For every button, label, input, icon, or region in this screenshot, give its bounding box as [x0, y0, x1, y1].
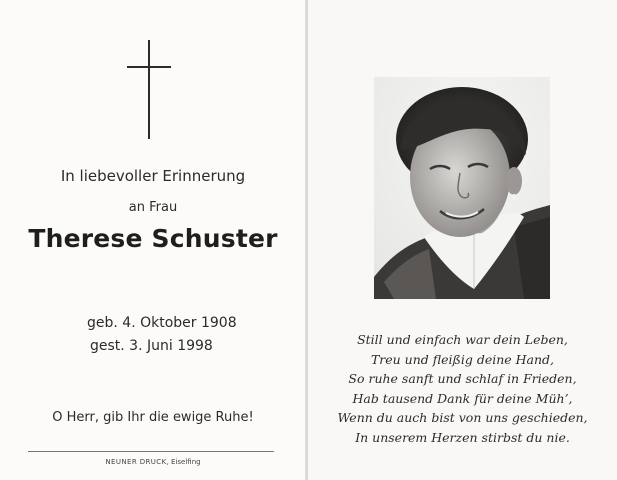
poem-line: Still und einfach war dein Leben, — [357, 332, 568, 347]
portrait-image — [374, 77, 550, 299]
memorial-poem — [308, 330, 617, 448]
printer-brand: NEUNER DRUCK — [105, 458, 167, 466]
poem-line: Treu und fleißig deine Hand, — [370, 351, 555, 367]
left-panel — [0, 0, 306, 480]
cross-icon-bar — [127, 66, 171, 68]
poem-line: Hab tausend Dank für deine Müh’, — [352, 390, 573, 406]
deceased-name: Therese Schuster — [28, 224, 278, 253]
poem-line: In unserem Herzen stirbst du nie. — [355, 429, 570, 445]
poem-line: Wenn du auch bist von uns geschieden, — [337, 410, 588, 426]
portrait-photo — [374, 77, 550, 299]
memorial-intro: In liebevoller Erinnerung — [60, 167, 246, 185]
death-date: gest. 3. Juni 1998 — [90, 338, 213, 354]
prayer-line: O Herr, gib Ihr die ewige Ruhe! — [52, 410, 254, 425]
salutation: an Frau — [128, 200, 178, 215]
divider-line — [28, 451, 274, 452]
printer-place: , Eiselfing — [166, 458, 201, 466]
cross-icon — [148, 40, 150, 139]
printer-credit — [0, 458, 306, 466]
poem-line: So ruhe sanft und schlaf in Frieden, — [348, 371, 577, 387]
birth-date: geb. 4. Oktober 1908 — [87, 315, 237, 331]
